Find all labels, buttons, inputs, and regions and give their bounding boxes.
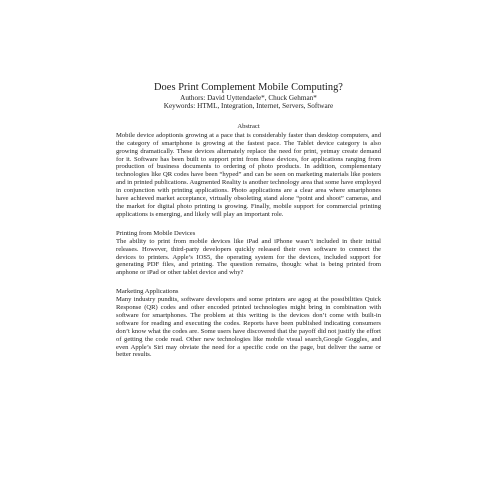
section-text-printing: The ability to print from mobile devices like iPad and iPhone wasn’t included in their initial releases. However, third-party developers quickly released their own software to connect the devices to printers. Apple’s IOS5, the operating system for the devices, included support for generating PDF files, and printing. The question remains, though: what is being printed from anphone or iPad or other tablet device and why? [116, 237, 381, 277]
abstract-heading: Abstract [237, 122, 260, 130]
section-heading-marketing: Marketing Applications [116, 288, 179, 296]
paper-page [116, 82, 381, 359]
section-heading-printing: Printing from Mobile Devices [116, 229, 196, 237]
section-text-marketing: Many industry pundits, software developers and some printers are agog at the possibilities Quick Response (QR) codes and other encoded printed technologies might bring in combination with software for smartphones. The problem at this writing is the devices don’t come with built-in software for reading and executing the codes. Reports have been published indicating consumers don’t know what the codes are. Some users have discovered that the payoff did not justify the effort of getting the code read. Other new technologies like mobile visual search,Google Goggles, and even Apple’s Siri may obviate the need for a specific code on the page, but deliver the same or better results. [116, 296, 381, 359]
paper-title: Does Print Complement Mobile Computing? [154, 82, 343, 93]
authors-line: Authors: David Uyttendaele*, Chuck Gehman* [180, 94, 317, 102]
abstract-text: Mobile device adoptionis growing at a pace that is considerably faster than desktop computers, and the category of smartphone is growing at the fastest pace. The Tablet device category is also growing dramatically. These devices alternately replace the need for print, yetmay create demand for it. Software has been built to support print from these devices, for applications ranging from production of business documents to ordering of photo products. In addition, complementary technologies like QR codes have been “hyped” and can be seen on marketing materials like posters and in printed publications. Augmented Reality is another technology area that some have employed in conjunction with printing applications. Photo applications are a clear area where smartphones have achieved market acceptance, virtually obsoleting stand alone “point and shoot” cameras, and the market for digital photo printing is growing. Finally, mobile support for commercial printing applications is emerging, and likely will play an important role. [116, 131, 381, 218]
keywords-line: Keywords: HTML, Integration, Internet, Servers, Software [163, 102, 334, 111]
